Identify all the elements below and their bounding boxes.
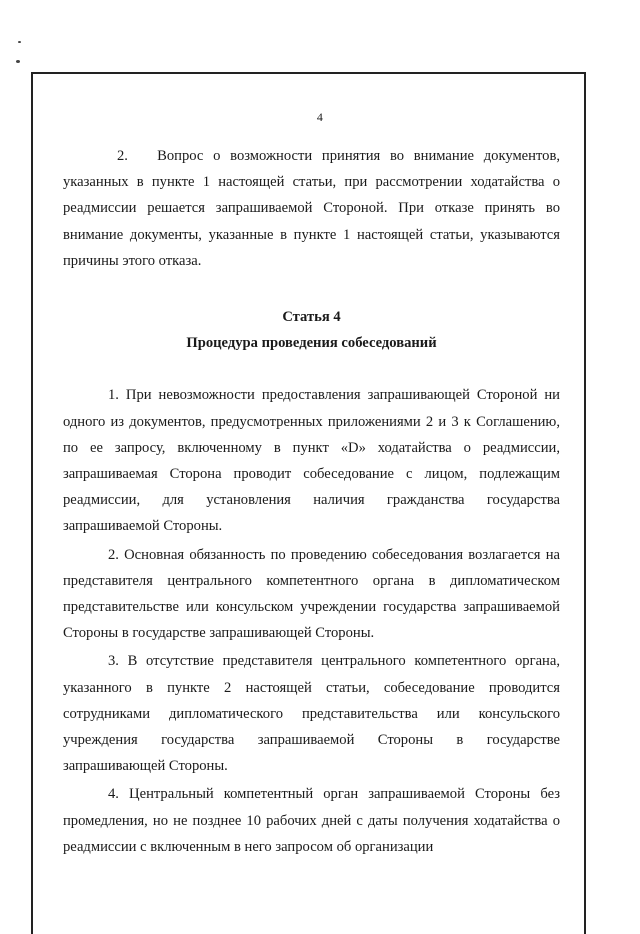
paragraph-item-2: 2. Основная обязанность по проведению собеседования возлагается на представителя центрального компетентного органа в дипломатическом представительстве или консульском учреждении государства запрашиваемой Стороны в государстве запрашивающей Стороны. xyxy=(63,546,560,642)
paragraph-item-4: 4. Центральный компетентный орган запрашиваемой Стороны без промедления, но не позднее 10 рабочих дней с даты получения ходатайства о реадмиссии с включенным в него запросом об организации xyxy=(63,786,560,855)
scan-speck xyxy=(16,60,20,63)
paragraph-item-1: 1. При невозможности предоставления запрашивающей Стороной ни одного из документов, предусмотренных приложениями 2 и 3 к Соглашению, по ее запросу, включенному в пункт «D» ходатайства о реадмиссии, запрашиваемая Сторона проводит собеседование с лицом, подлежащим реадмиссии, для установления наличия гражданства государства запрашиваемой Стороны. xyxy=(63,387,560,535)
paragraph-item-3: 3. В отсутствие представителя центрального компетентного органа, указанного в пункте 2 настоящей статьи, собеседование проводится сотрудниками дипломатического представительства или консульского учреждения государства запрашиваемой Стороны в государстве запрашивающей Стороны. xyxy=(63,653,560,775)
article-subtitle: Процедура проведения собеседований xyxy=(186,335,437,352)
document-body xyxy=(63,143,560,860)
paragraph-article3-item2: 2. Вопрос о возможности принятия во внимание документов, указанных в пункте 1 настоящей статьи, при рассмотрении ходатайства о реадмиссии решается запрашиваемой Стороной. При отказе принять во внимание документы, указанные в пункте 1 настоящей статьи, указываются причины этого отказа. xyxy=(63,148,560,269)
scan-speck xyxy=(18,41,21,43)
page-number: 4 xyxy=(316,110,324,124)
article-title: Статья 4 xyxy=(282,309,341,326)
